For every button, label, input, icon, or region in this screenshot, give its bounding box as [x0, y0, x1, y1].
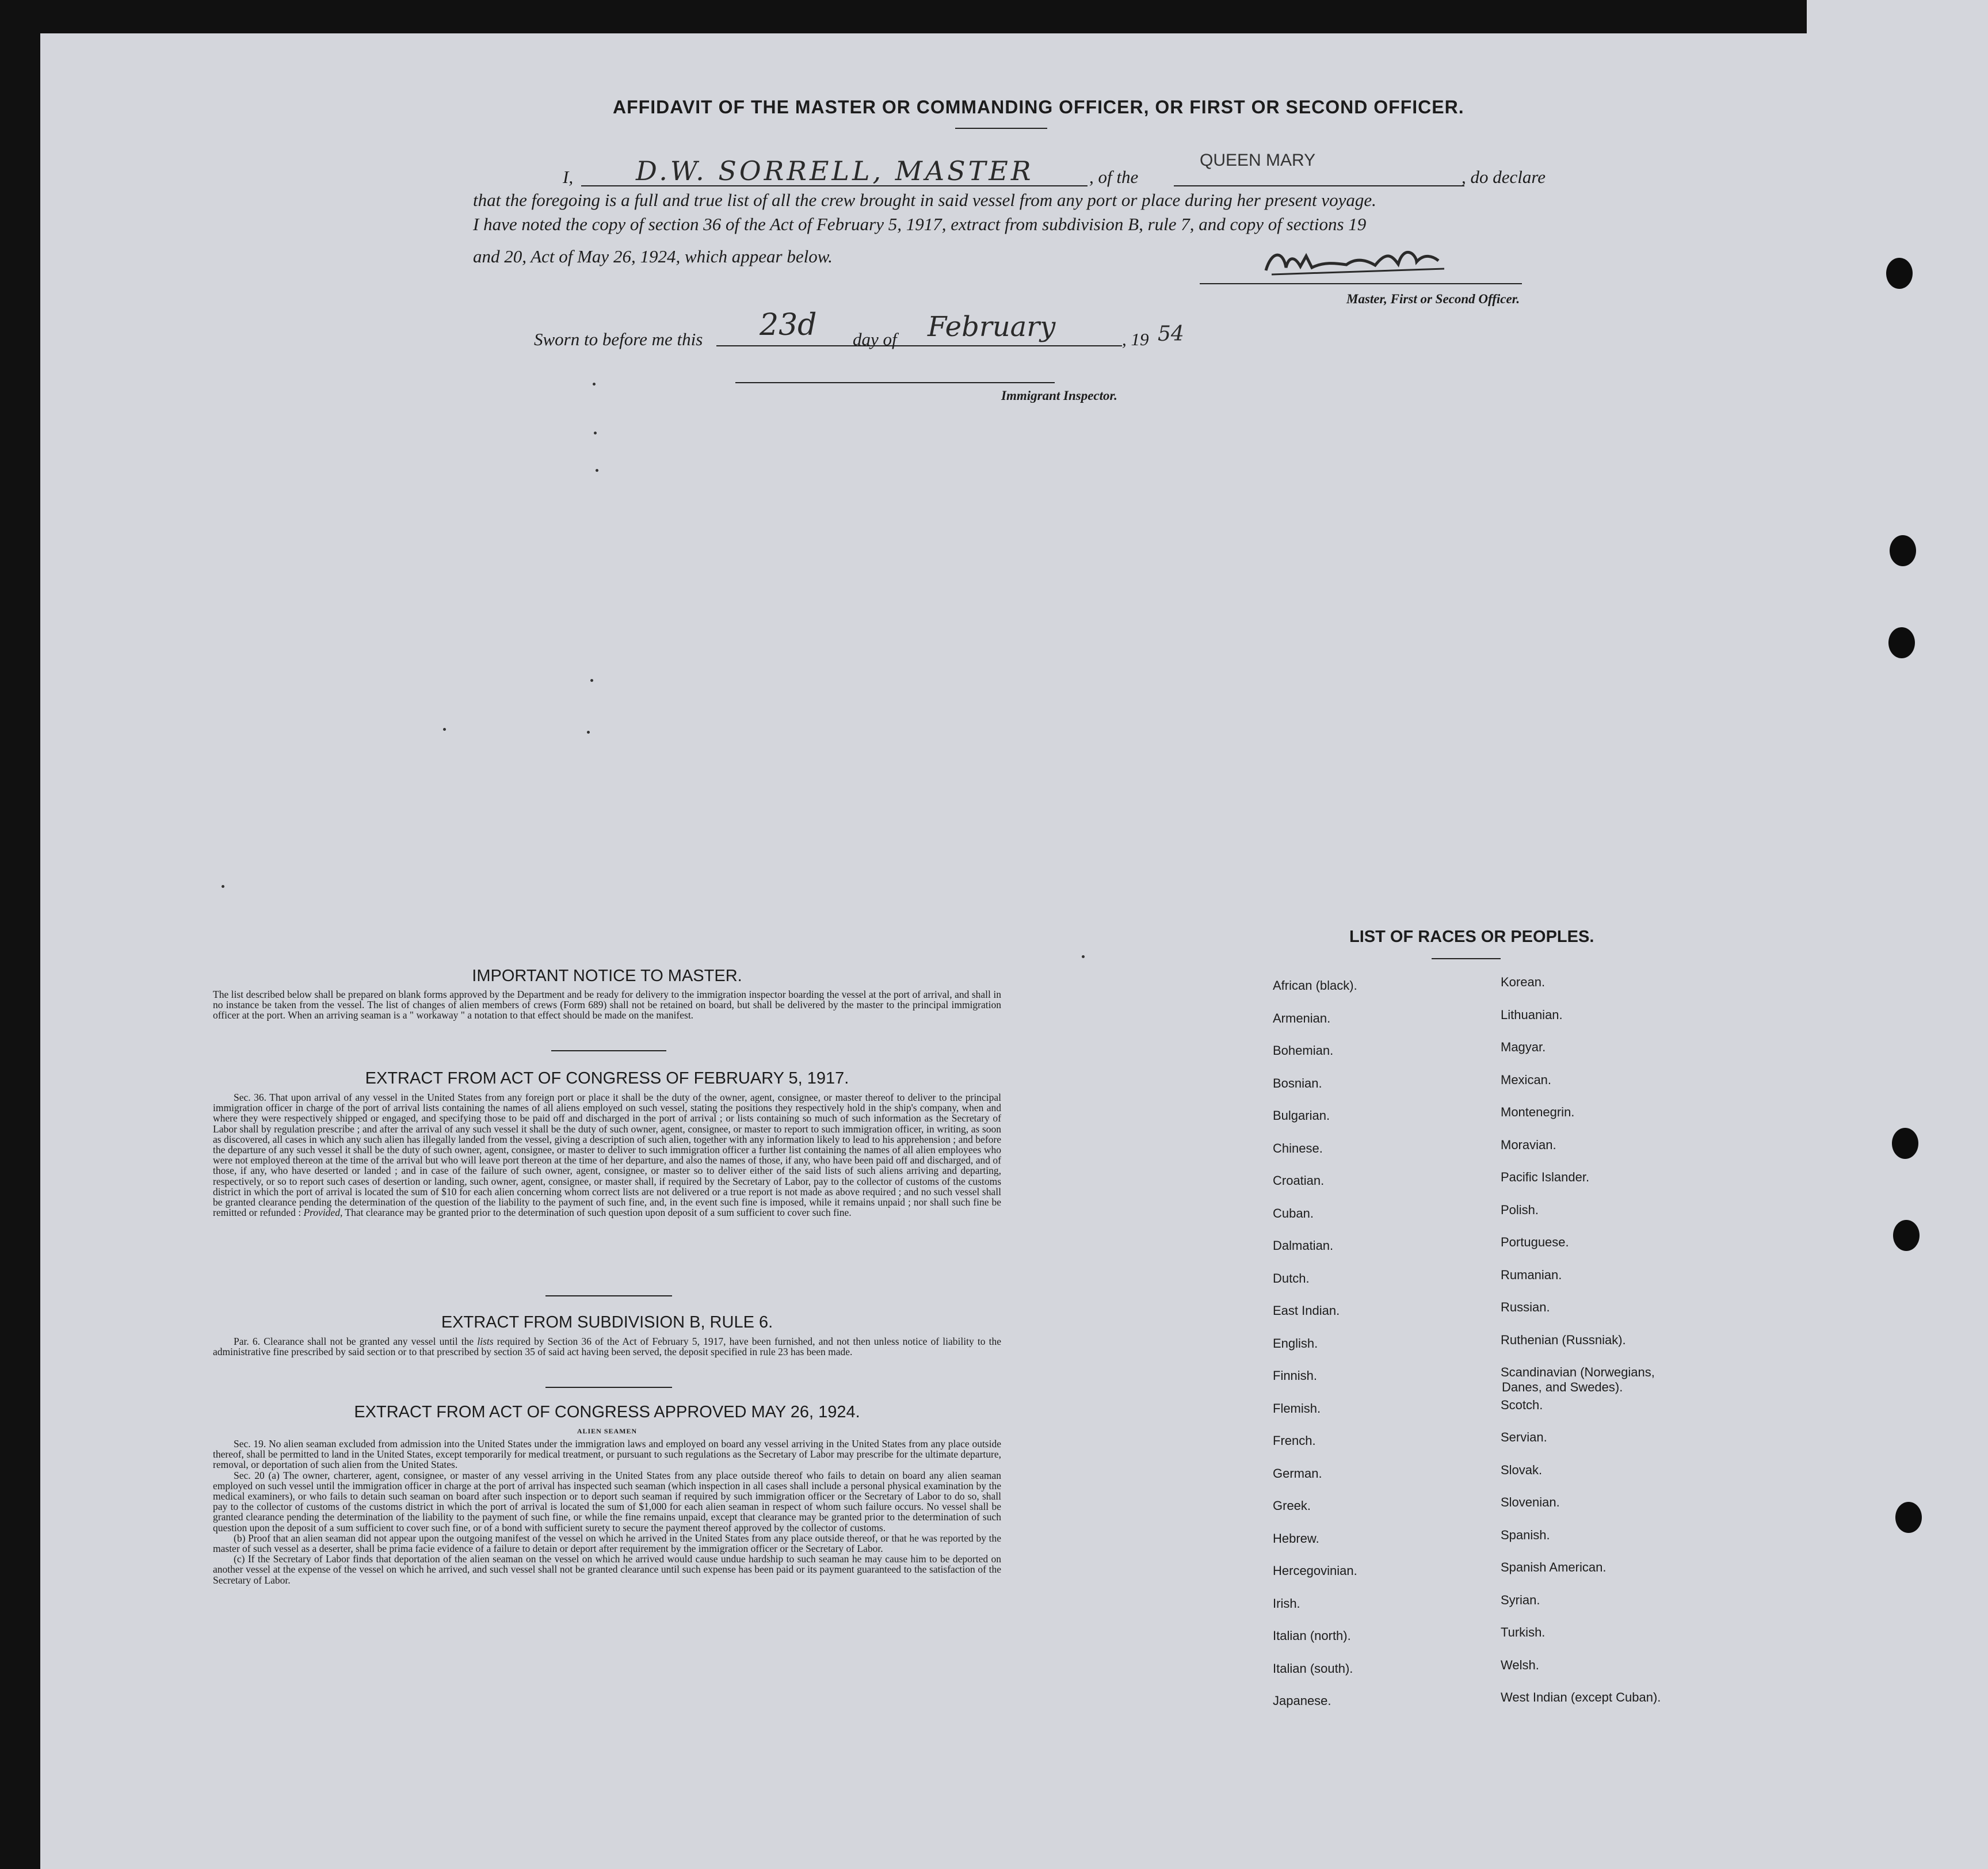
extract-1917-title: EXTRACT FROM ACT OF CONGRESS OF FEBRUARY 5, 1917. — [365, 1069, 849, 1088]
sec-19-text — [213, 1439, 1001, 1470]
races-title: LIST OF RACES OR PEOPLES. — [1349, 928, 1594, 946]
section-divider — [545, 1387, 672, 1388]
year-prefix: , 19 — [1122, 329, 1149, 349]
provided-word: Provided, — [303, 1207, 343, 1219]
title-underline — [955, 128, 1047, 129]
stray-mark — [222, 885, 224, 888]
stray-mark — [443, 728, 446, 731]
punch-hole — [1892, 1128, 1918, 1159]
race-item: West Indian (except Cuban). — [1501, 1690, 1661, 1704]
section-divider — [551, 1050, 666, 1051]
race-item: Japanese. — [1273, 1693, 1331, 1708]
sec-20a-body: The owner, charterer, agent, consignee, or master of any vessel arriving in the United States from any place outside thereof who fails to detain on board any alien seaman employed on such vessel until the immigration officer in charge at the port of arrival has inspected such seaman (which inspection in all cases shall include a personal physical examination by the medical examiners), or who fails to detain such seaman on board after such inspection or to deport such seaman if required by such immigration officer or the Secretary of Labor to do so, shall pay to the collector of customs of the customs district in which the port of arrival is located the sum of $1,000 for each alien seaman in respect of whom such failure occurs. No vessel shall be granted clearance pending the determination of the liability to the payment of such fine, or while the fine remains unpaid, except that clearance may be granted prior to the determination of such question upon the deposit of a sum sufficient to cover such fine, or of a bond with sufficient surety to secure the payment thereof approved by the collector of customs. — [213, 1469, 1001, 1534]
race-item: Korean. — [1501, 975, 1546, 989]
affidavit-i-label: I, — [563, 167, 574, 187]
race-item: Montenegrin. — [1501, 1105, 1575, 1119]
notice-text: The list described below shall be prepared on blank forms approved by the Department and be ready for delivery to the immigration inspector boarding the vessel at the port of arrival, and shall in no instance be taken from the vessel. The list of changes of alien members of crews (Form 689) shall not be retained on board, but shall be delivered by the master to the principal immigration officer at the port. When an arriving seaman is a " workaway " a notation to that effect should be made on the manifest. — [213, 989, 1001, 1021]
punch-hole — [1895, 1502, 1922, 1533]
race-item: Scandinavian (Norwegians, — [1501, 1365, 1655, 1379]
sec-20b-text — [213, 1533, 1001, 1554]
sworn-year: 54 — [1158, 322, 1184, 346]
month-line — [906, 345, 1122, 346]
sec-20b-label: (b) — [234, 1532, 246, 1544]
declarant-handwriting: D.W. SORRELL, MASTER — [636, 155, 1034, 186]
extract-1924-body — [213, 1439, 1001, 1585]
signature-caption: Master, First or Second Officer. — [1346, 292, 1520, 306]
par-6-body-a: Clearance shall not be granted any vessel until the — [264, 1336, 474, 1347]
sec-20b-body: Proof that an alien seaman did not appear upon the outgoing manifest of the vessel on which he arrived in the United States from any place outside thereof, or that he was reported by the master of such vessel as a deserter, shall be prima facie evidence of a failure to detain or deport after requirement by the immigration officer or the Secretary of Labor. — [213, 1532, 1001, 1555]
master-signature — [1260, 239, 1467, 285]
sec-36-end: That clearance may be granted prior to the determination of such question upon deposit of a sum sufficient to cover such fine. — [345, 1207, 852, 1219]
race-item: Spanish American. — [1501, 1560, 1607, 1574]
race-item: Pacific Islander. — [1501, 1170, 1590, 1184]
affidavit-title: AFFIDAVIT OF THE MASTER OR COMMANDING OFFICER, OR FIRST OR SECOND OFFICER. — [613, 97, 1464, 117]
affidavit-of-the: , of the — [1089, 167, 1139, 187]
sec-20a-label: Sec. 20 (a) — [234, 1469, 280, 1481]
race-item: Polish. — [1501, 1202, 1539, 1217]
race-item: Bulgarian. — [1273, 1108, 1330, 1123]
sec-19-body: No alien seaman excluded from admission into the United States under the immigration laws and employed on board any vessel arriving in the United States from any place outside thereof, shall be permitted to land in the United States, except temporarily for medical treatment, or pursuant to such regulations as the Secretary of Labor may prescribe for the ultimate departure, removal, or deportation of such alien from the United States. — [213, 1438, 1001, 1471]
race-item: Spanish. — [1501, 1527, 1550, 1542]
race-item: Croatian. — [1273, 1173, 1325, 1188]
day-of-label: day of — [853, 329, 897, 349]
punch-hole — [1888, 627, 1915, 658]
race-item: English. — [1273, 1336, 1318, 1351]
race-item: Turkish. — [1501, 1625, 1546, 1639]
race-item: Danes, and Swedes). — [1502, 1380, 1623, 1394]
race-item: Armenian. — [1273, 1010, 1331, 1025]
race-item: Dutch. — [1273, 1271, 1310, 1286]
sec-20c-body: If the Secretary of Labor finds that deportation of the alien seaman on the vessel on which he arrived would cause undue hardship to such seaman he may cause him to be deported on another vessel at the expense of the vessel on which he arrived, and such vessel shall not be granted clearance until such expense has been paid or its payment guaranteed to the satisfaction of the Secretary of Labor. — [213, 1553, 1002, 1586]
sec-36-label: Sec. 36. — [234, 1092, 266, 1103]
stray-mark — [1082, 955, 1085, 958]
sec-20a-text — [213, 1470, 1001, 1533]
sec-20c-text — [213, 1554, 1001, 1585]
sworn-month: February — [928, 311, 1056, 343]
race-item: Lithuanian. — [1501, 1007, 1563, 1022]
inspector-caption: Immigrant Inspector. — [1001, 388, 1117, 403]
race-item: Greek. — [1273, 1498, 1311, 1513]
sworn-label: Sworn to before me this — [534, 329, 703, 349]
punch-hole — [1890, 535, 1916, 566]
race-item: Flemish. — [1273, 1401, 1321, 1416]
race-item: Magyar. — [1501, 1040, 1546, 1054]
race-item: Bosnian. — [1273, 1075, 1322, 1090]
stray-mark — [594, 432, 597, 434]
race-item: Chinese. — [1273, 1141, 1323, 1155]
race-item: East Indian. — [1273, 1303, 1340, 1318]
extract-1917-text — [213, 1092, 1001, 1218]
inspector-signature-line — [735, 382, 1055, 383]
race-item: Italian (north). — [1273, 1628, 1351, 1643]
stray-mark — [596, 469, 598, 472]
race-item: Scotch. — [1501, 1397, 1543, 1412]
race-item: Moravian. — [1501, 1137, 1556, 1152]
sec-36-body: That upon arrival of any vessel in the United States from any foreign port or place it shall be the duty of the owner, agent, consignee, or master thereof to deliver to the principal immigration officer in charge of the port of arrival lists containing the names of all aliens employed on such vessel, stating the positions they respectively hold in the ship's company, when and where they were respectively shipped or engaged, and specifying those to be paid off and discharged in the port of arrival ; or lists containing so much of such information as the Secretary of Labor shall by regulation prescribe ; and after the arrival of any such vessel it shall be the duty of such owner, agent, consignee, or master to report to such immigration officer, in writing, as soon as discovered, all cases in which any such alien has illegally landed from the vessel, giving a description of such alien, together with any information likely to lead to his apprehension ; and before the departure of any such vessel it shall be the duty of such owner, agent, consignee, or master to deliver to such immigration officer a further list containing the names of all alien employees who were not employed thereon at the time of the arrival but who will leave port thereon at the time of her departure, and also the names of those, if any, who have been paid off and discharged, and of those, if any, who have deserted or landed ; and in case of the failure of such owner, agent, consignee, or master so to deliver either of the said lists of such aliens arriving and departing, respectively, or so to report such cases of desertion or landing, such owner, agent, consignee, or master shall, if required by the Secretary of Labor, pay to the collector of customs of the customs district in which the port of arrival is located the sum of $10 for each alien concerning whom correct lists are not delivered or a true report is not made as above required ; and no such vessel shall be granted clearance pending the determination of the question of the liability to the payment of such fine, and, in the event such fine is imposed, while it remains unpaid ; nor shall such fine be remitted or refunded : — [213, 1092, 1001, 1219]
race-item: Ruthenian (Russniak). — [1501, 1332, 1626, 1347]
races-title-underline — [1432, 958, 1501, 959]
punch-hole — [1893, 1220, 1920, 1251]
race-item: Cuban. — [1273, 1206, 1314, 1220]
race-item: Italian (south). — [1273, 1661, 1353, 1676]
race-item: Syrian. — [1501, 1592, 1540, 1607]
race-item: Portuguese. — [1501, 1235, 1569, 1249]
race-item: Russian. — [1501, 1300, 1550, 1314]
stray-mark — [590, 679, 593, 682]
signature-line — [1200, 283, 1522, 284]
race-item: Mexican. — [1501, 1072, 1552, 1087]
subdivision-b-text — [213, 1336, 1001, 1357]
par-6-label: Par. 6. — [234, 1336, 261, 1347]
punch-hole — [1886, 258, 1913, 289]
affidavit-line-4: and 20, Act of May 26, 1924, which appear below. — [473, 246, 833, 266]
notice-title: IMPORTANT NOTICE TO MASTER. — [472, 967, 742, 985]
race-item: Hebrew. — [1273, 1531, 1319, 1546]
sec-20c-label: (c) — [234, 1553, 245, 1565]
alien-seamen-subtitle: ALIEN SEAMEN — [577, 1427, 638, 1435]
subdivision-b-title: EXTRACT FROM SUBDIVISION B, RULE 6. — [441, 1313, 773, 1332]
stray-mark — [593, 383, 596, 386]
race-item: German. — [1273, 1466, 1322, 1481]
race-item: Finnish. — [1273, 1368, 1318, 1383]
vessel-name: QUEEN MARY — [1200, 151, 1316, 170]
lists-word: lists — [477, 1336, 494, 1347]
race-item: African (black). — [1273, 978, 1357, 993]
affidavit-line-2: that the foregoing is a full and true list of all the crew brought in said vessel from any port or place during her present voyage. — [473, 190, 1376, 210]
race-item: Slovenian. — [1501, 1495, 1560, 1509]
affidavit-do-declare: , do declare — [1462, 167, 1546, 187]
affidavit-line-3: I have noted the copy of section 36 of the Act of February 5, 1917, extract from subdivision B, rule 7, and copy of sections 19 — [473, 214, 1367, 234]
document-sheet — [40, 33, 1939, 1869]
section-divider — [545, 1295, 672, 1296]
stray-mark — [587, 731, 590, 734]
extract-1924-title: EXTRACT FROM ACT OF CONGRESS APPROVED MAY 26, 1924. — [354, 1403, 860, 1421]
race-item: Irish. — [1273, 1596, 1300, 1611]
race-item: Hercegovinian. — [1273, 1563, 1357, 1578]
sec-19-label: Sec. 19. — [234, 1438, 266, 1450]
race-item: Bohemian. — [1273, 1043, 1334, 1058]
race-item: Rumanian. — [1501, 1267, 1562, 1282]
race-item: Slovak. — [1501, 1462, 1543, 1477]
race-item: French. — [1273, 1433, 1316, 1448]
race-item: Servian. — [1501, 1430, 1547, 1444]
sworn-day: 23d — [760, 308, 817, 342]
race-item: Welsh. — [1501, 1657, 1539, 1672]
par-6-body-b: required by Section 36 of the Act of February 5, 1917, have been furnished, and not then unless notice of liability to the administrative fine prescribed by said section or to that prescribed by section 35 of said act having been served, the deposit specified in rule 23 has been made. — [213, 1336, 1002, 1358]
vessel-line — [1174, 185, 1464, 186]
race-item: Dalmatian. — [1273, 1238, 1334, 1253]
